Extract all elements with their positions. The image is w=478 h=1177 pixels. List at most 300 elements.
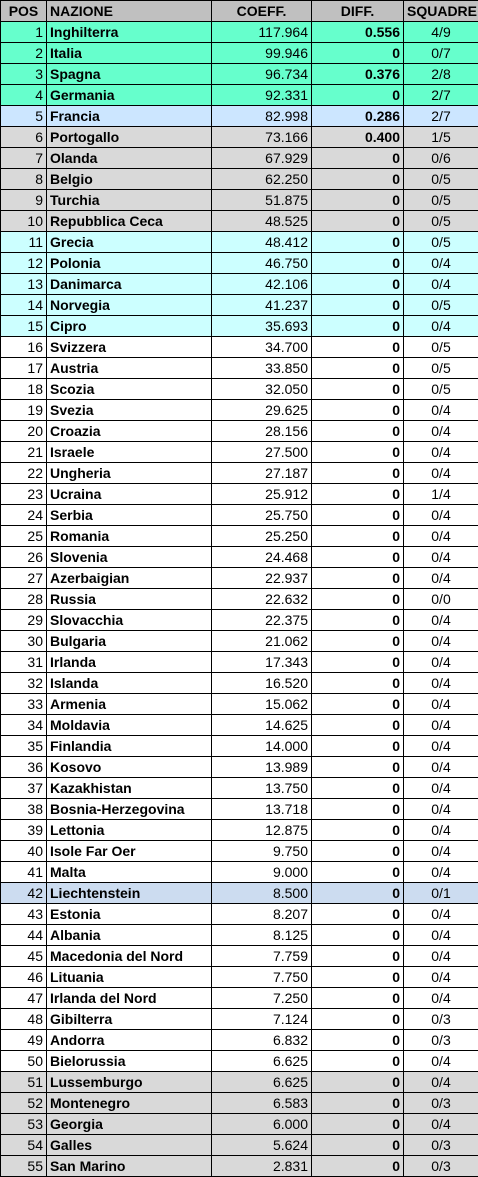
- squadre-cell: 2/7: [404, 85, 478, 106]
- table-row: [1, 967, 478, 988]
- squadre-cell: 0/4: [404, 505, 478, 526]
- squadre-cell: 0/3: [404, 1093, 478, 1114]
- diff-cell: 0: [312, 1009, 404, 1030]
- coeff-cell: 82.998: [212, 106, 312, 127]
- table-row: [1, 1009, 478, 1030]
- pos-cell: 53: [1, 1114, 47, 1135]
- table-row: [1, 484, 478, 505]
- diff-cell: 0: [312, 295, 404, 316]
- squadre-cell: 0/3: [404, 1156, 478, 1177]
- table-row: [1, 841, 478, 862]
- nazione-cell: Ucraina: [47, 484, 212, 505]
- diff-cell: 0.400: [312, 127, 404, 148]
- squadre-cell: 0/4: [404, 1114, 478, 1135]
- coeff-cell: 8.125: [212, 925, 312, 946]
- squadre-cell: 4/9: [404, 22, 478, 43]
- table-row: [1, 904, 478, 925]
- coeff-cell: 27.187: [212, 463, 312, 484]
- pos-cell: 32: [1, 673, 47, 694]
- table-row: [1, 442, 478, 463]
- table-row: [1, 526, 478, 547]
- diff-cell: 0: [312, 568, 404, 589]
- coeff-cell: 7.250: [212, 988, 312, 1009]
- coeff-cell: 14.000: [212, 736, 312, 757]
- diff-cell: 0: [312, 799, 404, 820]
- coeff-cell: 24.468: [212, 547, 312, 568]
- nazione-cell: Spagna: [47, 64, 212, 85]
- table-row: [1, 232, 478, 253]
- coeff-cell: 35.693: [212, 316, 312, 337]
- table-row: [1, 85, 478, 106]
- pos-cell: 24: [1, 505, 47, 526]
- table-row: [1, 505, 478, 526]
- squadre-cell: 0/4: [404, 1072, 478, 1093]
- diff-cell: 0: [312, 673, 404, 694]
- coeff-cell: 117.964: [212, 22, 312, 43]
- table-row: [1, 295, 478, 316]
- nazione-cell: Slovenia: [47, 547, 212, 568]
- pos-cell: 20: [1, 421, 47, 442]
- nazione-cell: Bosnia-Herzegovina: [47, 799, 212, 820]
- nazione-cell: Grecia: [47, 232, 212, 253]
- diff-cell: 0: [312, 1030, 404, 1051]
- coeff-cell: 14.625: [212, 715, 312, 736]
- pos-cell: 30: [1, 631, 47, 652]
- diff-cell: 0: [312, 1114, 404, 1135]
- nazione-cell: Repubblica Ceca: [47, 211, 212, 232]
- squadre-cell: 0/4: [404, 442, 478, 463]
- table-row: [1, 1114, 478, 1135]
- coeff-cell: 13.750: [212, 778, 312, 799]
- diff-cell: 0: [312, 904, 404, 925]
- squadre-cell: 0/4: [404, 673, 478, 694]
- nazione-cell: Isole Far Oer: [47, 841, 212, 862]
- pos-cell: 21: [1, 442, 47, 463]
- table-row: [1, 1051, 478, 1072]
- table-row: [1, 400, 478, 421]
- pos-cell: 40: [1, 841, 47, 862]
- diff-cell: 0: [312, 274, 404, 295]
- coeff-cell: 48.412: [212, 232, 312, 253]
- coeff-cell: 13.989: [212, 757, 312, 778]
- squadre-cell: 0/5: [404, 169, 478, 190]
- pos-cell: 15: [1, 316, 47, 337]
- squadre-cell: 0/4: [404, 820, 478, 841]
- coeff-cell: 62.250: [212, 169, 312, 190]
- diff-cell: 0: [312, 1135, 404, 1156]
- squadre-cell: 0/4: [404, 568, 478, 589]
- pos-cell: 17: [1, 358, 47, 379]
- table-row: [1, 127, 478, 148]
- diff-cell: 0: [312, 1093, 404, 1114]
- coeff-cell: 27.500: [212, 442, 312, 463]
- coeff-cell: 96.734: [212, 64, 312, 85]
- diff-cell: 0: [312, 505, 404, 526]
- pos-cell: 16: [1, 337, 47, 358]
- nazione-cell: Germania: [47, 85, 212, 106]
- coeff-cell: 46.750: [212, 253, 312, 274]
- pos-cell: 48: [1, 1009, 47, 1030]
- coeff-cell: 7.750: [212, 967, 312, 988]
- pos-cell: 8: [1, 169, 47, 190]
- squadre-cell: 0/5: [404, 337, 478, 358]
- table-row: [1, 274, 478, 295]
- table-row: [1, 1135, 478, 1156]
- squadre-cell: 0/5: [404, 358, 478, 379]
- squadre-cell: 0/3: [404, 1135, 478, 1156]
- table-row: [1, 1030, 478, 1051]
- pos-cell: 37: [1, 778, 47, 799]
- diff-cell: 0: [312, 379, 404, 400]
- table-row: [1, 736, 478, 757]
- table-row: [1, 715, 478, 736]
- coeff-cell: 6.832: [212, 1030, 312, 1051]
- pos-cell: 42: [1, 883, 47, 904]
- coeff-cell: 99.946: [212, 43, 312, 64]
- pos-cell: 39: [1, 820, 47, 841]
- diff-cell: 0: [312, 148, 404, 169]
- pos-cell: 36: [1, 757, 47, 778]
- diff-cell: 0.376: [312, 64, 404, 85]
- coeff-cell: 42.106: [212, 274, 312, 295]
- squadre-cell: 0/4: [404, 526, 478, 547]
- diff-cell: 0: [312, 484, 404, 505]
- table-row: [1, 253, 478, 274]
- squadre-cell: 0/4: [404, 736, 478, 757]
- pos-cell: 25: [1, 526, 47, 547]
- nazione-cell: Austria: [47, 358, 212, 379]
- squadre-cell: 0/3: [404, 1009, 478, 1030]
- squadre-cell: 0/4: [404, 316, 478, 337]
- nazione-cell: Ungheria: [47, 463, 212, 484]
- diff-cell: 0: [312, 169, 404, 190]
- diff-cell: 0: [312, 988, 404, 1009]
- coeff-cell: 51.875: [212, 190, 312, 211]
- coeff-cell: 7.124: [212, 1009, 312, 1030]
- coeff-cell: 2.831: [212, 1156, 312, 1177]
- nazione-cell: Armenia: [47, 694, 212, 715]
- nazione-cell: Belgio: [47, 169, 212, 190]
- squadre-cell: 0/4: [404, 463, 478, 484]
- diff-cell: 0: [312, 631, 404, 652]
- coeff-cell: 6.625: [212, 1072, 312, 1093]
- diff-cell: 0: [312, 337, 404, 358]
- nazione-cell: San Marino: [47, 1156, 212, 1177]
- coeff-cell: 34.700: [212, 337, 312, 358]
- nazione-cell: Andorra: [47, 1030, 212, 1051]
- pos-cell: 13: [1, 274, 47, 295]
- header-squadre: SQUADRE: [404, 1, 478, 22]
- pos-cell: 47: [1, 988, 47, 1009]
- coeff-cell: 7.759: [212, 946, 312, 967]
- nazione-cell: Turchia: [47, 190, 212, 211]
- pos-cell: 38: [1, 799, 47, 820]
- nazione-cell: Cipro: [47, 316, 212, 337]
- squadre-cell: 0/4: [404, 610, 478, 631]
- coeff-cell: 22.937: [212, 568, 312, 589]
- squadre-cell: 0/4: [404, 988, 478, 1009]
- diff-cell: 0: [312, 967, 404, 988]
- squadre-cell: 0/4: [404, 757, 478, 778]
- squadre-cell: 2/7: [404, 106, 478, 127]
- nazione-cell: Bielorussia: [47, 1051, 212, 1072]
- header-pos: POS: [1, 1, 47, 22]
- table-row: [1, 652, 478, 673]
- coeff-cell: 9.000: [212, 862, 312, 883]
- table-row: [1, 190, 478, 211]
- pos-cell: 51: [1, 1072, 47, 1093]
- diff-cell: 0: [312, 736, 404, 757]
- squadre-cell: 0/4: [404, 1051, 478, 1072]
- pos-cell: 26: [1, 547, 47, 568]
- coeff-cell: 21.062: [212, 631, 312, 652]
- nazione-cell: Galles: [47, 1135, 212, 1156]
- table-row: [1, 883, 478, 904]
- table-row: [1, 568, 478, 589]
- pos-cell: 7: [1, 148, 47, 169]
- pos-cell: 4: [1, 85, 47, 106]
- nazione-cell: Serbia: [47, 505, 212, 526]
- coeff-cell: 41.237: [212, 295, 312, 316]
- squadre-cell: 0/6: [404, 148, 478, 169]
- squadre-cell: 0/4: [404, 799, 478, 820]
- pos-cell: 14: [1, 295, 47, 316]
- pos-cell: 44: [1, 925, 47, 946]
- diff-cell: 0: [312, 1072, 404, 1093]
- diff-cell: 0: [312, 862, 404, 883]
- squadre-cell: 0/4: [404, 841, 478, 862]
- nazione-cell: Estonia: [47, 904, 212, 925]
- header-nazione: NAZIONE: [47, 1, 212, 22]
- nazione-cell: Azerbaigian: [47, 568, 212, 589]
- coeff-cell: 29.625: [212, 400, 312, 421]
- nazione-cell: Lussemburgo: [47, 1072, 212, 1093]
- pos-cell: 12: [1, 253, 47, 274]
- table-row: [1, 106, 478, 127]
- squadre-cell: 0/4: [404, 694, 478, 715]
- table-row: [1, 946, 478, 967]
- coeff-cell: 5.624: [212, 1135, 312, 1156]
- diff-cell: 0: [312, 778, 404, 799]
- nazione-cell: Irlanda del Nord: [47, 988, 212, 1009]
- table-row: [1, 379, 478, 400]
- diff-cell: 0: [312, 526, 404, 547]
- diff-cell: 0: [312, 43, 404, 64]
- nazione-cell: Norvegia: [47, 295, 212, 316]
- nazione-cell: Inghilterra: [47, 22, 212, 43]
- pos-cell: 35: [1, 736, 47, 757]
- pos-cell: 9: [1, 190, 47, 211]
- nazione-cell: Georgia: [47, 1114, 212, 1135]
- nazione-cell: Islanda: [47, 673, 212, 694]
- coeff-cell: 32.050: [212, 379, 312, 400]
- coeff-cell: 92.331: [212, 85, 312, 106]
- nazione-cell: Svizzera: [47, 337, 212, 358]
- header-diff: DIFF.: [312, 1, 404, 22]
- nazione-cell: Montenegro: [47, 1093, 212, 1114]
- coeff-cell: 25.912: [212, 484, 312, 505]
- pos-cell: 11: [1, 232, 47, 253]
- pos-cell: 2: [1, 43, 47, 64]
- pos-cell: 46: [1, 967, 47, 988]
- pos-cell: 10: [1, 211, 47, 232]
- coeff-cell: 6.000: [212, 1114, 312, 1135]
- coeff-cell: 8.500: [212, 883, 312, 904]
- diff-cell: 0: [312, 1051, 404, 1072]
- squadre-cell: 0/4: [404, 715, 478, 736]
- nazione-cell: Slovacchia: [47, 610, 212, 631]
- pos-cell: 29: [1, 610, 47, 631]
- squadre-cell: 0/7: [404, 43, 478, 64]
- coeff-cell: 73.166: [212, 127, 312, 148]
- ranking-body: [1, 22, 478, 1177]
- diff-cell: 0: [312, 652, 404, 673]
- pos-cell: 43: [1, 904, 47, 925]
- table-row: [1, 778, 478, 799]
- table-row: [1, 925, 478, 946]
- squadre-cell: 0/4: [404, 274, 478, 295]
- squadre-cell: 0/5: [404, 295, 478, 316]
- squadre-cell: 0/4: [404, 778, 478, 799]
- squadre-cell: 0/5: [404, 232, 478, 253]
- coeff-cell: 17.343: [212, 652, 312, 673]
- diff-cell: 0: [312, 757, 404, 778]
- pos-cell: 49: [1, 1030, 47, 1051]
- table-row: [1, 757, 478, 778]
- nazione-cell: Gibilterra: [47, 1009, 212, 1030]
- pos-cell: 28: [1, 589, 47, 610]
- nazione-cell: Lituania: [47, 967, 212, 988]
- pos-cell: 33: [1, 694, 47, 715]
- coeff-cell: 22.632: [212, 589, 312, 610]
- nazione-cell: Kazakhistan: [47, 778, 212, 799]
- squadre-cell: 0/4: [404, 946, 478, 967]
- table-row: [1, 337, 478, 358]
- diff-cell: 0: [312, 232, 404, 253]
- pos-cell: 23: [1, 484, 47, 505]
- diff-cell: 0: [312, 463, 404, 484]
- coeff-cell: 33.850: [212, 358, 312, 379]
- nazione-cell: Moldavia: [47, 715, 212, 736]
- pos-cell: 22: [1, 463, 47, 484]
- pos-cell: 19: [1, 400, 47, 421]
- table-row: [1, 862, 478, 883]
- diff-cell: 0: [312, 547, 404, 568]
- pos-cell: 41: [1, 862, 47, 883]
- table-row: [1, 421, 478, 442]
- diff-cell: 0: [312, 421, 404, 442]
- diff-cell: 0.556: [312, 22, 404, 43]
- nazione-cell: Scozia: [47, 379, 212, 400]
- table-row: [1, 589, 478, 610]
- nazione-cell: Danimarca: [47, 274, 212, 295]
- coeff-cell: 28.156: [212, 421, 312, 442]
- coeff-cell: 6.625: [212, 1051, 312, 1072]
- nazione-cell: Italia: [47, 43, 212, 64]
- squadre-cell: 0/4: [404, 904, 478, 925]
- coeff-cell: 6.583: [212, 1093, 312, 1114]
- nazione-cell: Polonia: [47, 253, 212, 274]
- coeff-cell: 16.520: [212, 673, 312, 694]
- nazione-cell: Israele: [47, 442, 212, 463]
- coeff-cell: 12.875: [212, 820, 312, 841]
- diff-cell: 0: [312, 715, 404, 736]
- coeff-cell: 25.250: [212, 526, 312, 547]
- squadre-cell: 0/4: [404, 253, 478, 274]
- coeff-cell: 25.750: [212, 505, 312, 526]
- table-row: [1, 169, 478, 190]
- table-row: [1, 1093, 478, 1114]
- squadre-cell: 0/5: [404, 379, 478, 400]
- pos-cell: 27: [1, 568, 47, 589]
- squadre-cell: 0/5: [404, 211, 478, 232]
- nazione-cell: Malta: [47, 862, 212, 883]
- squadre-cell: 0/4: [404, 547, 478, 568]
- coeff-cell: 8.207: [212, 904, 312, 925]
- table-row: [1, 610, 478, 631]
- nazione-cell: Portogallo: [47, 127, 212, 148]
- header-row: [1, 1, 478, 22]
- diff-cell: 0: [312, 1156, 404, 1177]
- squadre-cell: 0/4: [404, 631, 478, 652]
- diff-cell: 0: [312, 358, 404, 379]
- pos-cell: 50: [1, 1051, 47, 1072]
- squadre-cell: 0/4: [404, 400, 478, 421]
- squadre-cell: 0/5: [404, 190, 478, 211]
- header-coeff: COEFF.: [212, 1, 312, 22]
- table-row: [1, 673, 478, 694]
- coeff-cell: 13.718: [212, 799, 312, 820]
- nazione-cell: Francia: [47, 106, 212, 127]
- squadre-cell: 0/4: [404, 967, 478, 988]
- squadre-cell: 0/1: [404, 883, 478, 904]
- pos-cell: 45: [1, 946, 47, 967]
- diff-cell: 0: [312, 85, 404, 106]
- nazione-cell: Romania: [47, 526, 212, 547]
- table-row: [1, 631, 478, 652]
- nazione-cell: Lettonia: [47, 820, 212, 841]
- pos-cell: 54: [1, 1135, 47, 1156]
- squadre-cell: 1/4: [404, 484, 478, 505]
- diff-cell: 0: [312, 442, 404, 463]
- coeff-cell: 9.750: [212, 841, 312, 862]
- squadre-cell: 0/0: [404, 589, 478, 610]
- nazione-cell: Finlandia: [47, 736, 212, 757]
- table-row: [1, 988, 478, 1009]
- coeff-cell: 67.929: [212, 148, 312, 169]
- table-row: [1, 1156, 478, 1177]
- diff-cell: 0.286: [312, 106, 404, 127]
- table-row: [1, 799, 478, 820]
- table-row: [1, 64, 478, 85]
- table-row: [1, 547, 478, 568]
- diff-cell: 0: [312, 610, 404, 631]
- pos-cell: 1: [1, 22, 47, 43]
- coeff-cell: 22.375: [212, 610, 312, 631]
- pos-cell: 6: [1, 127, 47, 148]
- diff-cell: 0: [312, 211, 404, 232]
- table-row: [1, 22, 478, 43]
- table-row: [1, 1072, 478, 1093]
- pos-cell: 55: [1, 1156, 47, 1177]
- diff-cell: 0: [312, 190, 404, 211]
- squadre-cell: 1/5: [404, 127, 478, 148]
- nazione-cell: Russia: [47, 589, 212, 610]
- squadre-cell: 0/4: [404, 862, 478, 883]
- diff-cell: 0: [312, 400, 404, 421]
- nazione-cell: Bulgaria: [47, 631, 212, 652]
- pos-cell: 18: [1, 379, 47, 400]
